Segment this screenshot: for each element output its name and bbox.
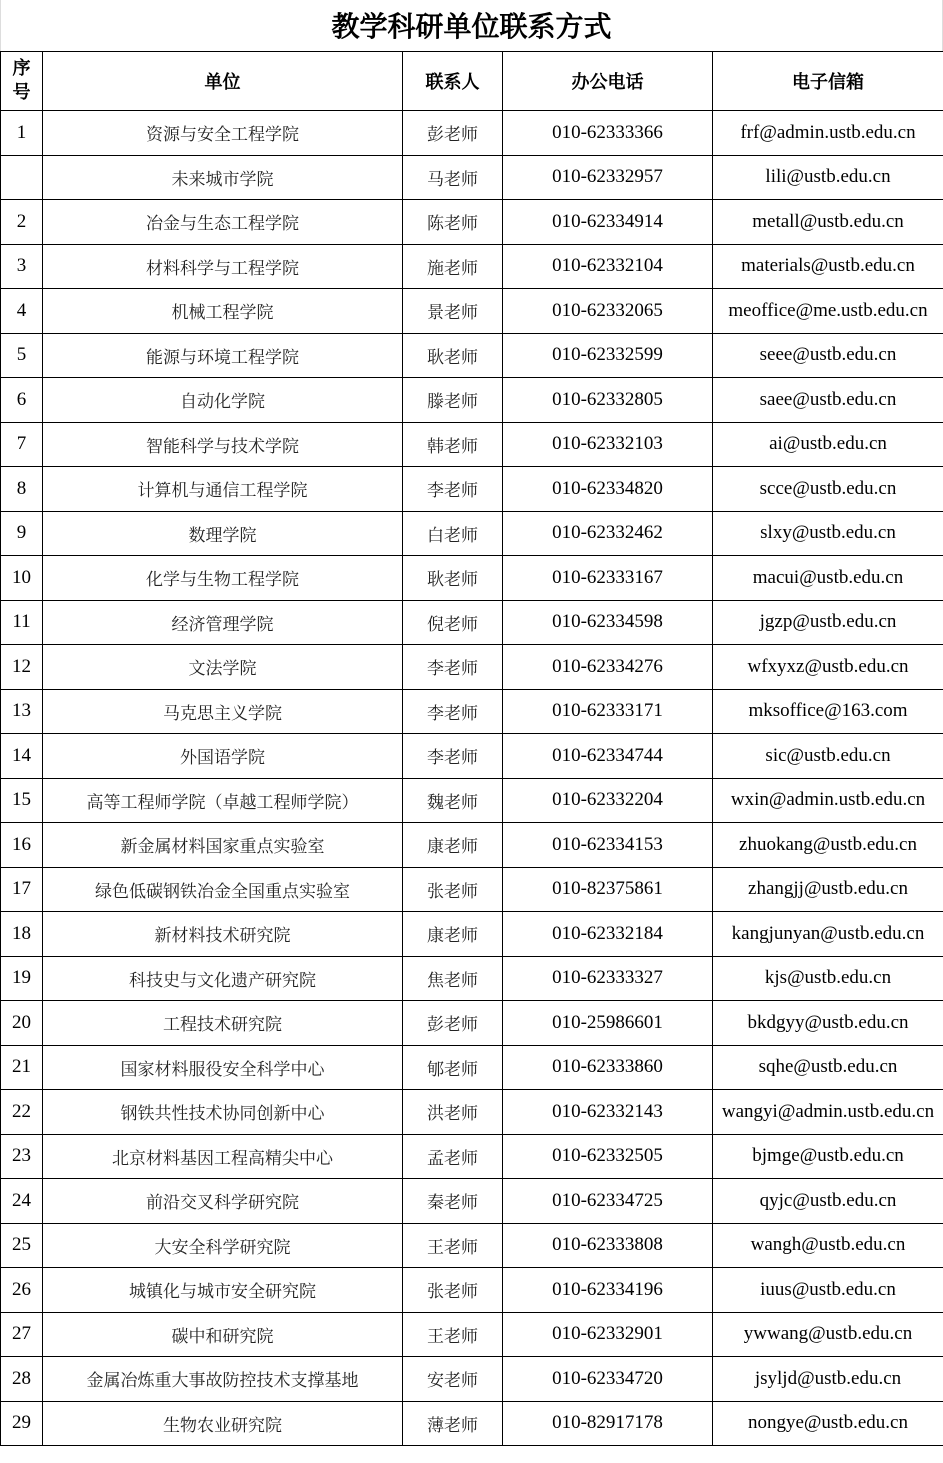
- table-row: [1, 645, 943, 690]
- table-row: [1, 200, 943, 245]
- email-cell: meoffice@me.ustb.edu.cn: [713, 289, 943, 334]
- contact-cell: 王老师: [403, 1312, 503, 1357]
- email-cell: iuus@ustb.edu.cn: [713, 1268, 943, 1313]
- table-row: [1, 1134, 943, 1179]
- unit-cell: 机械工程学院: [43, 289, 403, 334]
- seq-cell: 3: [1, 244, 43, 289]
- phone-cell: 010-62334196: [503, 1268, 713, 1313]
- table-row: [1, 1401, 943, 1446]
- phone-cell: 010-62334914: [503, 200, 713, 245]
- email-cell: ai@ustb.edu.cn: [713, 422, 943, 467]
- contact-cell: 彭老师: [403, 111, 503, 156]
- seq-cell: 26: [1, 1268, 43, 1313]
- contact-cell: 李老师: [403, 645, 503, 690]
- table-row: [1, 111, 943, 156]
- unit-cell: 国家材料服役安全科学中心: [43, 1045, 403, 1090]
- table-row: [1, 467, 943, 512]
- seq-cell: 6: [1, 378, 43, 423]
- phone-cell: 010-62334720: [503, 1357, 713, 1402]
- email-cell: wangh@ustb.edu.cn: [713, 1223, 943, 1268]
- contact-cell: 倪老师: [403, 600, 503, 645]
- unit-cell: 外国语学院: [43, 734, 403, 779]
- contact-cell: 薄老师: [403, 1401, 503, 1446]
- contact-cell: 耿老师: [403, 556, 503, 601]
- table-row: [1, 1090, 943, 1135]
- table-row: [1, 734, 943, 779]
- phone-cell: 010-62333366: [503, 111, 713, 156]
- table-row: [1, 956, 943, 1001]
- seq-cell: [1, 155, 43, 200]
- contact-cell: 张老师: [403, 1268, 503, 1313]
- email-cell: saee@ustb.edu.cn: [713, 378, 943, 423]
- unit-cell: 计算机与通信工程学院: [43, 467, 403, 512]
- phone-cell: 010-62332505: [503, 1134, 713, 1179]
- unit-cell: 碳中和研究院: [43, 1312, 403, 1357]
- contact-cell: 王老师: [403, 1223, 503, 1268]
- seq-cell: 15: [1, 778, 43, 823]
- email-cell: kangjunyan@ustb.edu.cn: [713, 912, 943, 957]
- phone-cell: 010-62334598: [503, 600, 713, 645]
- contact-cell: 李老师: [403, 689, 503, 734]
- seq-cell: 8: [1, 467, 43, 512]
- contact-cell: 洪老师: [403, 1090, 503, 1135]
- header-row: [1, 52, 943, 111]
- contact-cell: 李老师: [403, 734, 503, 779]
- table-row: [1, 1268, 943, 1313]
- seq-cell: 24: [1, 1179, 43, 1224]
- unit-cell: 化学与生物工程学院: [43, 556, 403, 601]
- unit-cell: 新金属材料国家重点实验室: [43, 823, 403, 868]
- table-row: [1, 511, 943, 556]
- table-row: [1, 1357, 943, 1402]
- header-contact: 联系人: [403, 52, 503, 111]
- phone-cell: 010-62332065: [503, 289, 713, 334]
- seq-cell: 14: [1, 734, 43, 779]
- seq-cell: 27: [1, 1312, 43, 1357]
- email-cell: zhuokang@ustb.edu.cn: [713, 823, 943, 868]
- contact-cell: 郇老师: [403, 1045, 503, 1090]
- contact-table: [0, 51, 943, 1446]
- unit-cell: 新材料技术研究院: [43, 912, 403, 957]
- phone-cell: 010-62334744: [503, 734, 713, 779]
- contact-cell: 景老师: [403, 289, 503, 334]
- unit-cell: 资源与安全工程学院: [43, 111, 403, 156]
- email-cell: frf@admin.ustb.edu.cn: [713, 111, 943, 156]
- email-cell: wfxyxz@ustb.edu.cn: [713, 645, 943, 690]
- seq-cell: 10: [1, 556, 43, 601]
- contact-cell: 孟老师: [403, 1134, 503, 1179]
- unit-cell: 金属冶炼重大事故防控技术支撑基地: [43, 1357, 403, 1402]
- unit-cell: 数理学院: [43, 511, 403, 556]
- unit-cell: 生物农业研究院: [43, 1401, 403, 1446]
- table-row: [1, 556, 943, 601]
- email-cell: scce@ustb.edu.cn: [713, 467, 943, 512]
- header-unit: 单位: [43, 52, 403, 111]
- email-cell: lili@ustb.edu.cn: [713, 155, 943, 200]
- email-cell: metall@ustb.edu.cn: [713, 200, 943, 245]
- header-email: 电子信箱: [713, 52, 943, 111]
- phone-cell: 010-62333171: [503, 689, 713, 734]
- phone-cell: 010-62332462: [503, 511, 713, 556]
- phone-cell: 010-82375861: [503, 867, 713, 912]
- phone-cell: 010-62334820: [503, 467, 713, 512]
- seq-cell: 4: [1, 289, 43, 334]
- contact-cell: 焦老师: [403, 956, 503, 1001]
- seq-cell: 9: [1, 511, 43, 556]
- table-row: [1, 1312, 943, 1357]
- seq-cell: 1: [1, 111, 43, 156]
- email-cell: jsyljd@ustb.edu.cn: [713, 1357, 943, 1402]
- phone-cell: 010-62332901: [503, 1312, 713, 1357]
- unit-cell: 前沿交叉科学研究院: [43, 1179, 403, 1224]
- header-seq-line2: 号: [12, 82, 31, 103]
- unit-cell: 钢铁共性技术协同创新中心: [43, 1090, 403, 1135]
- email-cell: bkdgyy@ustb.edu.cn: [713, 1001, 943, 1046]
- unit-cell: 工程技术研究院: [43, 1001, 403, 1046]
- contact-cell: 耿老师: [403, 333, 503, 378]
- contact-cell: 安老师: [403, 1357, 503, 1402]
- table-row: [1, 600, 943, 645]
- phone-cell: 010-62333327: [503, 956, 713, 1001]
- table-row: [1, 289, 943, 334]
- phone-cell: 010-62334153: [503, 823, 713, 868]
- table-row: [1, 378, 943, 423]
- contact-cell: 李老师: [403, 467, 503, 512]
- seq-cell: 20: [1, 1001, 43, 1046]
- email-cell: macui@ustb.edu.cn: [713, 556, 943, 601]
- seq-cell: 23: [1, 1134, 43, 1179]
- unit-cell: 城镇化与城市安全研究院: [43, 1268, 403, 1313]
- contact-cell: 施老师: [403, 244, 503, 289]
- seq-cell: 12: [1, 645, 43, 690]
- header-seq: [1, 52, 43, 111]
- page-title: 教学科研单位联系方式: [0, 0, 943, 51]
- phone-cell: 010-62332204: [503, 778, 713, 823]
- phone-cell: 010-62332957: [503, 155, 713, 200]
- email-cell: mksoffice@163.com: [713, 689, 943, 734]
- email-cell: jgzp@ustb.edu.cn: [713, 600, 943, 645]
- unit-cell: 冶金与生态工程学院: [43, 200, 403, 245]
- contact-cell: 滕老师: [403, 378, 503, 423]
- unit-cell: 绿色低碳钢铁冶金全国重点实验室: [43, 867, 403, 912]
- unit-cell: 大安全科学研究院: [43, 1223, 403, 1268]
- seq-cell: 28: [1, 1357, 43, 1402]
- contact-cell: 陈老师: [403, 200, 503, 245]
- table-row: [1, 244, 943, 289]
- contact-cell: 康老师: [403, 912, 503, 957]
- unit-cell: 北京材料基因工程高精尖中心: [43, 1134, 403, 1179]
- phone-cell: 010-62332143: [503, 1090, 713, 1135]
- seq-cell: 16: [1, 823, 43, 868]
- phone-cell: 010-62333167: [503, 556, 713, 601]
- phone-cell: 010-62332599: [503, 333, 713, 378]
- unit-cell: 科技史与文化遗产研究院: [43, 956, 403, 1001]
- unit-cell: 马克思主义学院: [43, 689, 403, 734]
- email-cell: ywwang@ustb.edu.cn: [713, 1312, 943, 1357]
- table-row: [1, 823, 943, 868]
- email-cell: bjmge@ustb.edu.cn: [713, 1134, 943, 1179]
- table-row: [1, 333, 943, 378]
- email-cell: wxin@admin.ustb.edu.cn: [713, 778, 943, 823]
- table-row: [1, 1045, 943, 1090]
- unit-cell: 高等工程师学院（卓越工程师学院）: [43, 778, 403, 823]
- contact-cell: 白老师: [403, 511, 503, 556]
- email-cell: qyjc@ustb.edu.cn: [713, 1179, 943, 1224]
- phone-cell: 010-62332104: [503, 244, 713, 289]
- table-row: [1, 778, 943, 823]
- contact-cell: 马老师: [403, 155, 503, 200]
- table-row: [1, 912, 943, 957]
- unit-cell: 能源与环境工程学院: [43, 333, 403, 378]
- phone-cell: 010-62332184: [503, 912, 713, 957]
- unit-cell: 自动化学院: [43, 378, 403, 423]
- email-cell: zhangjj@ustb.edu.cn: [713, 867, 943, 912]
- table-row: [1, 1223, 943, 1268]
- seq-cell: 11: [1, 600, 43, 645]
- seq-cell: 7: [1, 422, 43, 467]
- seq-cell: 18: [1, 912, 43, 957]
- contact-cell: 韩老师: [403, 422, 503, 467]
- table-row: [1, 1179, 943, 1224]
- email-cell: nongye@ustb.edu.cn: [713, 1401, 943, 1446]
- contact-cell: 魏老师: [403, 778, 503, 823]
- email-cell: sic@ustb.edu.cn: [713, 734, 943, 779]
- header-seq-line1: 序: [12, 58, 31, 79]
- phone-cell: 010-62333860: [503, 1045, 713, 1090]
- email-cell: slxy@ustb.edu.cn: [713, 511, 943, 556]
- phone-cell: 010-62334276: [503, 645, 713, 690]
- email-cell: materials@ustb.edu.cn: [713, 244, 943, 289]
- table-row: [1, 422, 943, 467]
- unit-cell: 材料科学与工程学院: [43, 244, 403, 289]
- table-row: [1, 155, 943, 200]
- seq-cell: 25: [1, 1223, 43, 1268]
- unit-cell: 未来城市学院: [43, 155, 403, 200]
- table-row: [1, 1001, 943, 1046]
- unit-cell: 经济管理学院: [43, 600, 403, 645]
- contact-cell: 秦老师: [403, 1179, 503, 1224]
- seq-cell: 29: [1, 1401, 43, 1446]
- contact-cell: 康老师: [403, 823, 503, 868]
- email-cell: sqhe@ustb.edu.cn: [713, 1045, 943, 1090]
- email-cell: kjs@ustb.edu.cn: [713, 956, 943, 1001]
- unit-cell: 文法学院: [43, 645, 403, 690]
- email-cell: seee@ustb.edu.cn: [713, 333, 943, 378]
- table-row: [1, 689, 943, 734]
- contact-cell: 张老师: [403, 867, 503, 912]
- seq-cell: 21: [1, 1045, 43, 1090]
- email-cell: wangyi@admin.ustb.edu.cn: [713, 1090, 943, 1135]
- seq-cell: 17: [1, 867, 43, 912]
- phone-cell: 010-62333808: [503, 1223, 713, 1268]
- phone-cell: 010-62332103: [503, 422, 713, 467]
- seq-cell: 5: [1, 333, 43, 378]
- phone-cell: 010-62334725: [503, 1179, 713, 1224]
- contact-cell: 彭老师: [403, 1001, 503, 1046]
- phone-cell: 010-62332805: [503, 378, 713, 423]
- header-phone: 办公电话: [503, 52, 713, 111]
- phone-cell: 010-25986601: [503, 1001, 713, 1046]
- unit-cell: 智能科学与技术学院: [43, 422, 403, 467]
- seq-cell: 2: [1, 200, 43, 245]
- seq-cell: 19: [1, 956, 43, 1001]
- table-row: [1, 867, 943, 912]
- seq-cell: 13: [1, 689, 43, 734]
- phone-cell: 010-82917178: [503, 1401, 713, 1446]
- seq-cell: 22: [1, 1090, 43, 1135]
